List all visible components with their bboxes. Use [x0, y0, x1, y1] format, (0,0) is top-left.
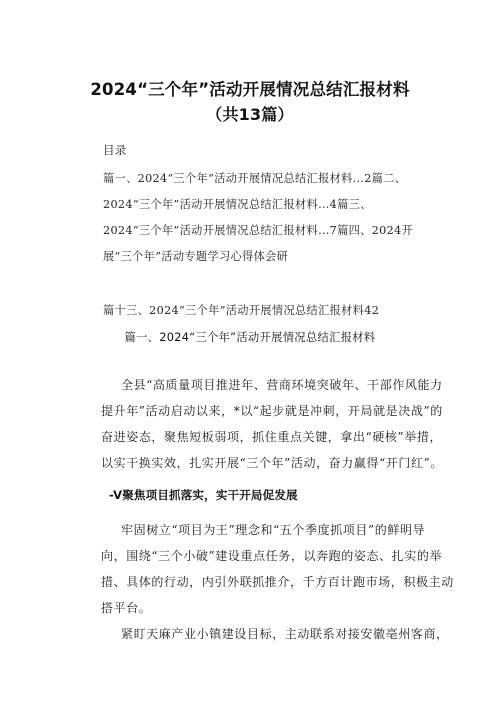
- paragraph-line: 以实干换实效，扎实开展“三个年”活动，奋力赢得“开门红”。: [101, 456, 443, 470]
- paragraph-line: 提升年”活动启动以来，*以“起步就是冲刺，开局就是决战”的: [101, 404, 443, 418]
- toc-heading: 目录: [103, 143, 127, 157]
- toc-line: 展“三个年”活动专题学习心得体会研: [103, 250, 289, 263]
- document-title-count: （共13篇）: [206, 105, 294, 124]
- toc-line: 篇一、2024“三个年”活动开展情况总结汇报材料…2篇二、: [103, 172, 407, 185]
- toc-line: 2024“三个年”活动开展情况总结汇报材料…7篇四、2024开: [103, 224, 414, 237]
- paragraph-line: 向，围绕“三个小破”建设重点任务，以奔跑的姿态、扎实的举: [101, 549, 443, 563]
- toc-line: 2024“三个年”活动开展情况总结汇报材料…4篇三、: [103, 198, 372, 211]
- section-heading: -V聚焦项目抓落实，实干开局促发展: [109, 488, 298, 502]
- paragraph-line: 奋进姿态，聚焦短板弱项，抓住重点关键，拿出“硬核”举措，: [101, 430, 443, 444]
- paragraph-line: 搭平台。: [101, 601, 152, 615]
- toc-line: 篇十三、2024“三个年”活动开展情况总结汇报材料42: [103, 304, 380, 317]
- section-title: 篇一、2024“三个年”活动开展情况总结汇报材料: [124, 331, 376, 344]
- document-title: 2024“三个年”活动开展情况总结汇报材料: [90, 80, 410, 99]
- paragraph-line: 牢固树立“项目为王”理念和“五个季度抓项目”的鲜明导: [121, 523, 426, 537]
- paragraph-line: 紧盯天麻产业小镇建设目标，主动联系对接安徽亳州客商，: [121, 627, 449, 641]
- paragraph-line: 全县“高质量项目推进年、营商环境突破年、干部作风能力: [121, 378, 443, 392]
- paragraph-line: 措、具体的行动，内引外联抓推介，千方百计跑市场，积极主动: [101, 575, 454, 589]
